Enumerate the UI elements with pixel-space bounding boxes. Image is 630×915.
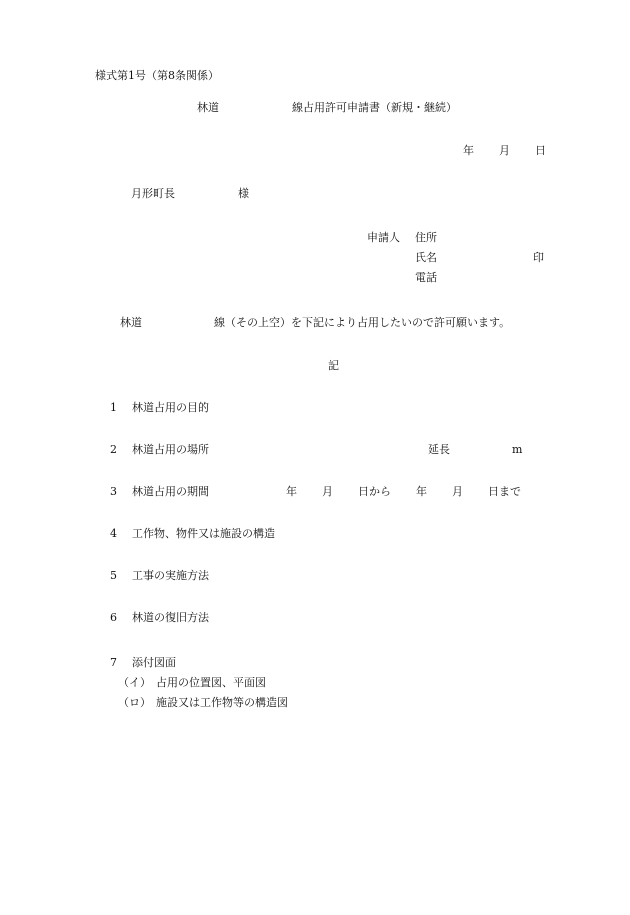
ki-heading: 記 bbox=[328, 359, 339, 372]
item-1-label: 林道占用の目的 bbox=[132, 401, 209, 414]
attachment-b-label: 施設又は工作物等の構造図 bbox=[156, 696, 288, 709]
item-7-number: 7 bbox=[110, 656, 117, 669]
length-label: 延長 bbox=[428, 443, 450, 456]
item-4-label: 工作物、物件又は施設の構造 bbox=[132, 527, 275, 540]
attachment-a-mark: （イ） bbox=[118, 676, 151, 689]
addressee-honorific: 様 bbox=[238, 187, 249, 200]
applicant-label: 申請人 bbox=[367, 231, 400, 244]
period-start-month: 月 bbox=[322, 485, 333, 498]
item-4-number: 4 bbox=[110, 527, 117, 540]
item-3-label: 林道占用の期間 bbox=[132, 485, 209, 498]
item-2-number: 2 bbox=[110, 443, 117, 456]
period-end-month: 月 bbox=[452, 485, 463, 498]
period-end-day: 日まで bbox=[488, 485, 521, 498]
attachment-b-mark: （ロ） bbox=[118, 696, 151, 709]
body-prefix: 林道 bbox=[120, 316, 142, 329]
title-prefix: 林道 bbox=[197, 101, 219, 114]
date-day: 日 bbox=[535, 144, 546, 157]
document-title: 線占用許可申請書（新規・継続） bbox=[292, 101, 457, 114]
length-unit: m bbox=[512, 443, 523, 456]
item-7-label: 添付図面 bbox=[132, 656, 176, 669]
date-year: 年 bbox=[463, 144, 474, 157]
item-3-number: 3 bbox=[110, 485, 117, 498]
item-5-number: 5 bbox=[110, 569, 117, 582]
applicant-address-label: 住所 bbox=[415, 231, 437, 244]
applicant-phone-label: 電話 bbox=[415, 271, 437, 284]
seal-mark: 印 bbox=[533, 251, 544, 264]
form-number: 様式第1号（第8条関係） bbox=[95, 69, 219, 82]
item-1-number: 1 bbox=[110, 401, 117, 414]
period-start-day: 日から bbox=[358, 485, 391, 498]
item-6-number: 6 bbox=[110, 611, 117, 624]
period-start-year: 年 bbox=[286, 485, 297, 498]
item-5-label: 工事の実施方法 bbox=[132, 569, 209, 582]
addressee-name: 月形町長 bbox=[131, 187, 175, 200]
applicant-name-label: 氏名 bbox=[415, 251, 437, 264]
item-2-label: 林道占用の場所 bbox=[132, 443, 209, 456]
date-month: 月 bbox=[499, 144, 510, 157]
attachment-a-label: 占用の位置図、平面図 bbox=[156, 676, 266, 689]
period-end-year: 年 bbox=[416, 485, 427, 498]
item-6-label: 林道の復旧方法 bbox=[132, 611, 209, 624]
body-text: 線（その上空）を下記により占用したいので許可願います。 bbox=[214, 316, 511, 329]
